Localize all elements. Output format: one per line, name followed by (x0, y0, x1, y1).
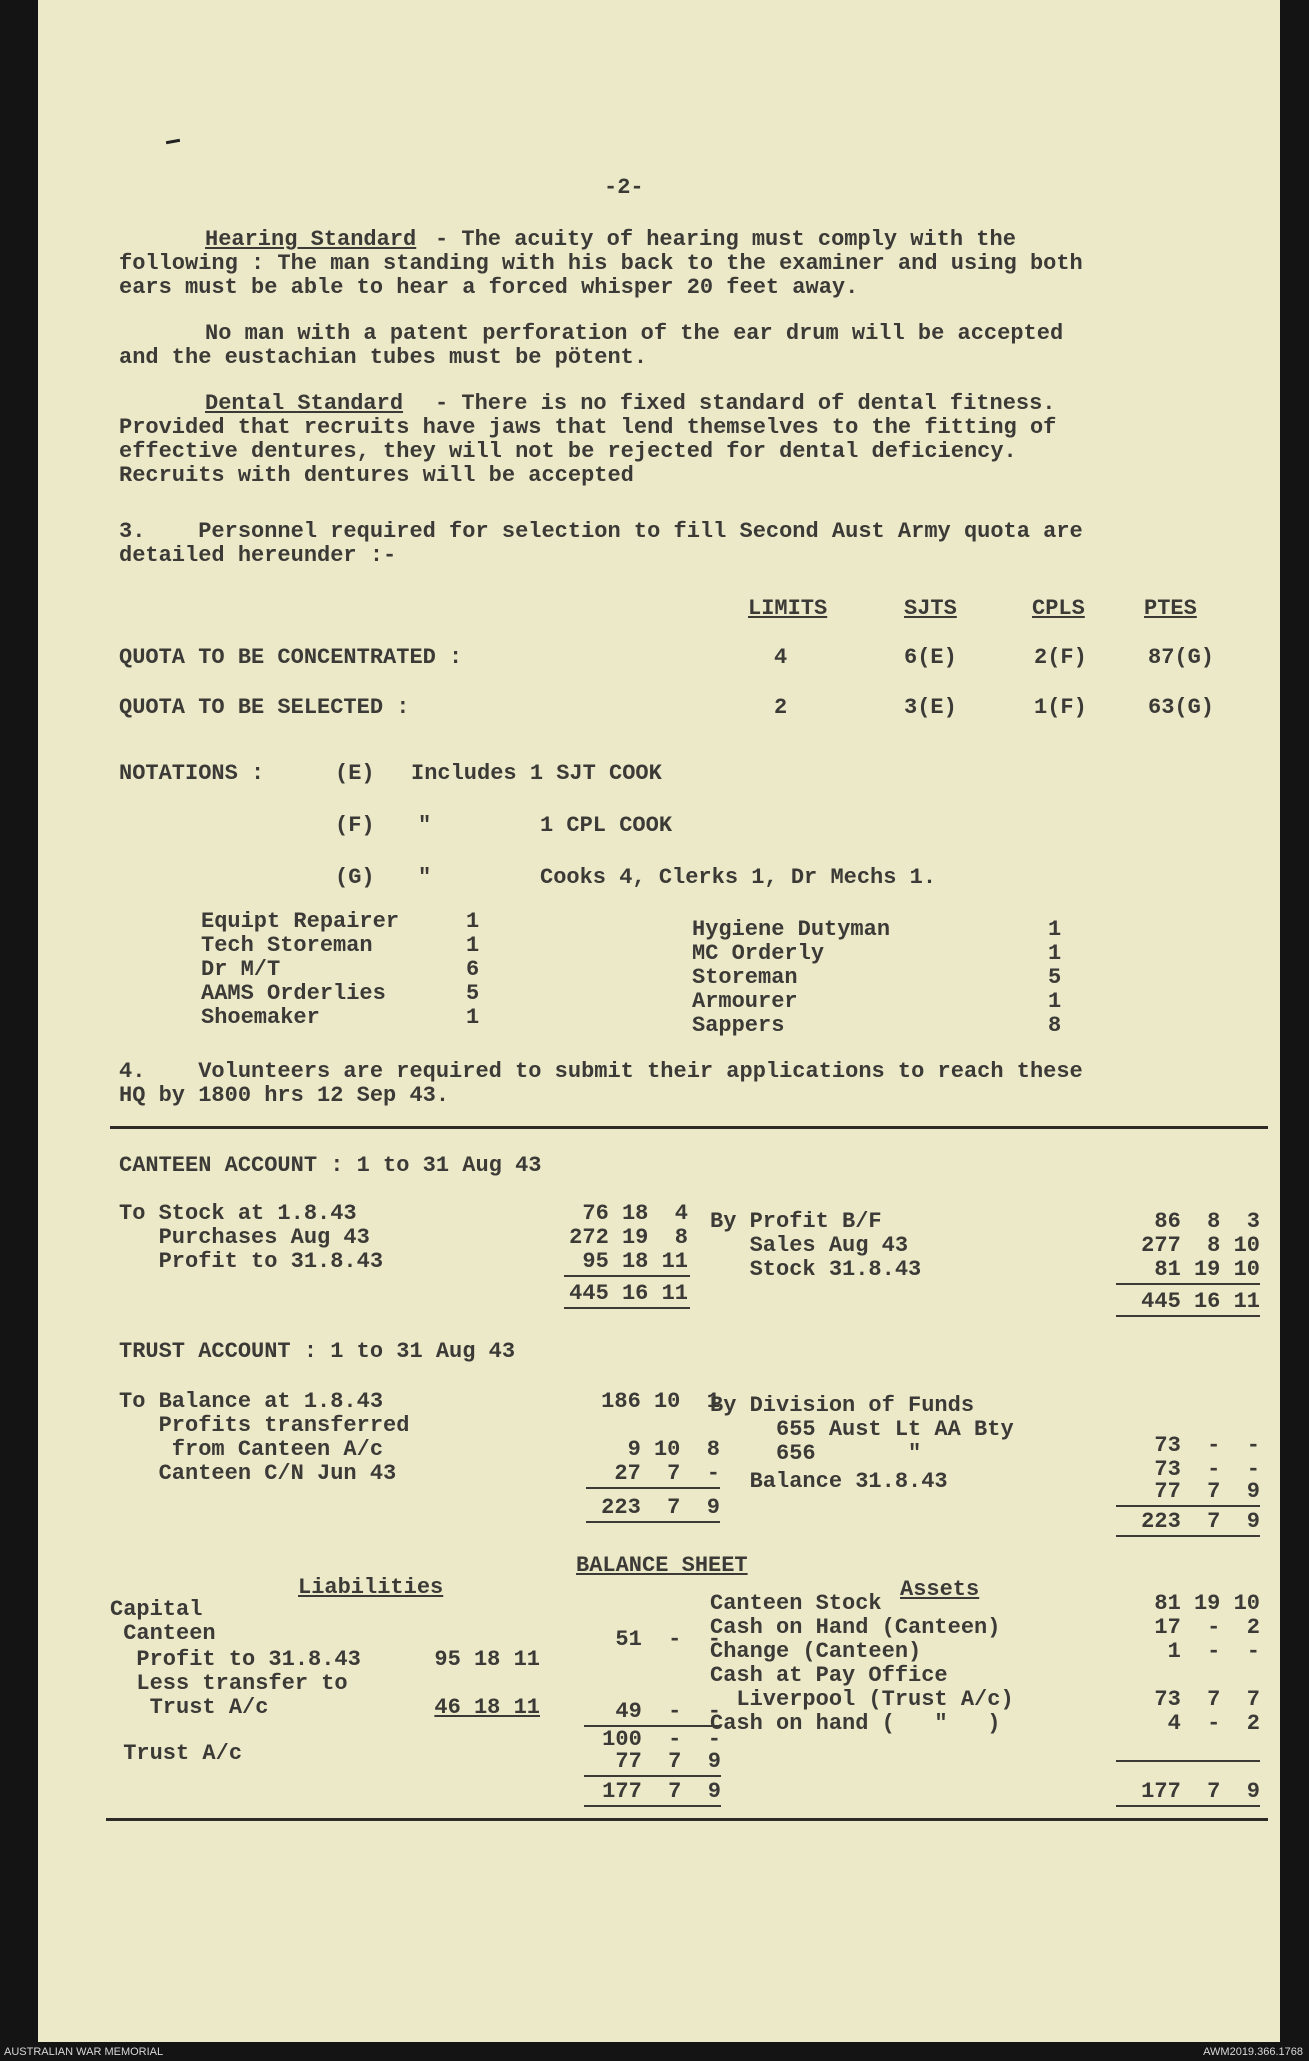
hearing-line-2: following : The man standing with his back to the examiner and using both (119, 251, 1083, 276)
trade-count: 5 (466, 981, 480, 1006)
trust-right-amount: 73 - - (1154, 1457, 1260, 1482)
liab-less-result: 49 - - (615, 1699, 721, 1724)
sum-rule (586, 1487, 720, 1489)
liab-canteen: Canteen (110, 1621, 216, 1646)
liab-trust-ac: Trust A/c (110, 1695, 269, 1720)
quota-header-sjts: SJTS (904, 596, 957, 621)
liabilities-heading: Liabilities (298, 1575, 444, 1600)
para4-line-1: 4. Volunteers are required to submit their applications to reach these (119, 1059, 1083, 1084)
trust-right-label: By Division of Funds (710, 1393, 975, 1418)
sum-rule (1116, 1283, 1260, 1285)
quota-cell: 87(G) (1148, 645, 1215, 670)
hearing-line-3: ears must be able to hear a forced whisper 20 feet away. (119, 275, 859, 300)
dental-line-2: Provided that recruits have jaws that lend themselves to the fitting of (119, 415, 1057, 440)
sum-rule (1116, 1760, 1260, 1762)
trade-count: 8 (1048, 1013, 1062, 1038)
canteen-left-label: Purchases Aug 43 (119, 1225, 370, 1250)
notation-text: 1 CPL COOK (540, 813, 673, 838)
canteen-left-amount: 272 19 8 (569, 1225, 688, 1250)
canteen-right-label: Stock 31.8.43 (710, 1257, 922, 1282)
balance-sheet-title: BALANCE SHEET (576, 1553, 748, 1578)
trust-left-label: Profits transferred (119, 1413, 410, 1438)
asset-amount: 81 19 10 (1154, 1591, 1260, 1616)
quota-row-label: QUOTA TO BE CONCENTRATED : (119, 645, 463, 670)
canteen-right-amount: 86 8 3 (1154, 1209, 1260, 1234)
notation-code: (E) (335, 761, 375, 786)
notations-label: NOTATIONS : (119, 761, 265, 786)
liab-trust: Trust A/c (110, 1741, 243, 1766)
para3-line-2: detailed hereunder :- (119, 543, 397, 568)
asset-label: Canteen Stock (710, 1591, 882, 1616)
dental-heading: Dental Standard (205, 391, 404, 416)
trade-count: 1 (466, 933, 480, 958)
trade-name: AAMS Orderlies (201, 981, 386, 1006)
trade-count: 6 (466, 957, 480, 982)
trade-name: Hygiene Dutyman (692, 917, 891, 942)
canteen-left-total: 445 16 11 (569, 1281, 688, 1306)
trade-name: Shoemaker (201, 1005, 320, 1030)
trade-count: 5 (1048, 965, 1062, 990)
quota-header-limits: LIMITS (748, 596, 828, 621)
quota-cell: 2 (774, 695, 788, 720)
footer-accession: AWM2019.366.1768 (1203, 2046, 1303, 2058)
assets-total: 177 7 9 (1141, 1779, 1260, 1804)
quota-cell: 6(E) (904, 645, 957, 670)
page-number: -2- (604, 175, 644, 200)
trade-name: Dr M/T (201, 957, 281, 982)
total-rule (564, 1307, 690, 1309)
liab-subtotal: 100 - - (602, 1727, 721, 1752)
dental-line-4: Recruits with dentures will be accepted (119, 463, 634, 488)
liab-total: 177 7 9 (602, 1779, 721, 1804)
trust-left-amount: 27 7 - (614, 1461, 720, 1486)
trade-name: Equipt Repairer (201, 909, 400, 934)
total-rule (1116, 1535, 1260, 1537)
canteen-title: CANTEEN ACCOUNT : 1 to 31 Aug 43 (119, 1153, 542, 1178)
total-rule (586, 1521, 720, 1523)
canteen-left-amount: 95 18 11 (582, 1249, 688, 1274)
divider (106, 1818, 1268, 1821)
notation-text: Cooks 4, Clerks 1, Dr Mechs 1. (540, 865, 937, 890)
trust-left-total: 223 7 9 (601, 1495, 720, 1520)
notation-text: Includes 1 SJT COOK (411, 761, 662, 786)
trust-title: TRUST ACCOUNT : 1 to 31 Aug 43 (119, 1339, 516, 1364)
asset-label: Cash on Hand (Canteen) (710, 1615, 1001, 1640)
canteen-left-label: To Stock at 1.8.43 (119, 1201, 357, 1226)
asset-label: Liverpool (Trust A/c) (710, 1687, 1014, 1712)
ear-line-1: No man with a patent perforation of the ear drum will be accepted (205, 321, 1064, 346)
trade-name: Tech Storeman (201, 933, 373, 958)
trade-name: Armourer (692, 989, 798, 1014)
trade-name: Sappers (692, 1013, 785, 1038)
para4-line-2: HQ by 1800 hrs 12 Sep 43. (119, 1083, 450, 1108)
trade-name: MC Orderly (692, 941, 825, 966)
dental-line-1: - There is no fixed standard of dental fitness. (435, 391, 1056, 416)
canteen-right-total: 445 16 11 (1141, 1289, 1260, 1314)
footer-credit: AUSTRALIAN WAR MEMORIAL (4, 2046, 164, 2058)
canteen-right-label: By Profit B/F (710, 1209, 882, 1234)
quota-cell: 2(F) (1034, 645, 1087, 670)
liab-capital: Capital (110, 1597, 203, 1622)
trust-left-label: from Canteen A/c (119, 1437, 384, 1462)
trust-left-label: To Balance at 1.8.43 (119, 1389, 384, 1414)
quota-cell: 1(F) (1034, 695, 1087, 720)
assets-heading: Assets (900, 1577, 980, 1602)
trust-left-amount: 9 10 8 (627, 1437, 720, 1462)
asset-amount: 4 - 2 (1167, 1711, 1260, 1736)
quota-cell: 4 (774, 645, 788, 670)
trade-count: 1 (1048, 941, 1062, 966)
notation-code: (G) (335, 865, 375, 890)
trust-right-amount: 77 7 9 (1154, 1479, 1260, 1504)
quota-row-label: QUOTA TO BE SELECTED : (119, 695, 410, 720)
trust-right-label: 656 " (710, 1441, 922, 1466)
liab-profit-amount: 95 18 11 (434, 1647, 540, 1672)
quota-header-ptes: PTES (1144, 596, 1197, 621)
notation-ditto: " (418, 813, 432, 838)
trade-name: Storeman (692, 965, 798, 990)
trade-count: 1 (466, 1005, 480, 1030)
trade-count: 1 (1048, 917, 1062, 942)
canteen-left-amount: 76 18 4 (582, 1201, 688, 1226)
total-rule (1116, 1315, 1260, 1317)
asset-amount: 73 7 7 (1154, 1687, 1260, 1712)
quota-cell: 3(E) (904, 695, 957, 720)
ear-line-2: and the eustachian tubes must be pötent. (119, 345, 648, 370)
sum-rule (584, 1775, 721, 1777)
quota-header-cpls: CPLS (1032, 596, 1085, 621)
canteen-right-amount: 277 8 10 (1141, 1233, 1260, 1258)
liab-less: Less transfer to (110, 1671, 348, 1696)
hearing-line-1: - The acuity of hearing must comply with the (435, 227, 1016, 252)
notation-code: (F) (335, 813, 375, 838)
total-rule (584, 1805, 721, 1807)
trust-right-label: 655 Aust Lt AA Bty (710, 1417, 1014, 1442)
hearing-heading: Hearing Standard (205, 227, 417, 252)
asset-label: Change (Canteen) (710, 1639, 922, 1664)
canteen-right-amount: 81 19 10 (1154, 1257, 1260, 1282)
total-rule (1116, 1805, 1260, 1807)
liab-less-amount: 46 18 11 (434, 1695, 540, 1720)
asset-label: Cash at Pay Office (710, 1663, 948, 1688)
liab-canteen-amount: 51 - - (615, 1627, 721, 1652)
document-page (38, 0, 1280, 2042)
trust-right-amount: 73 - - (1154, 1433, 1260, 1458)
asset-amount: 1 - - (1167, 1639, 1260, 1664)
trust-left-label: Canteen C/N Jun 43 (119, 1461, 397, 1486)
divider (110, 1126, 1268, 1129)
sum-rule (564, 1275, 690, 1277)
para3-line-1: 3. Personnel required for selection to fill Second Aust Army quota are (119, 519, 1083, 544)
trust-left-amount: 186 10 1 (601, 1389, 720, 1414)
liab-trust-amount: 77 7 9 (615, 1749, 721, 1774)
canteen-left-label: Profit to 31.8.43 (119, 1249, 384, 1274)
sum-rule (1116, 1505, 1260, 1507)
trade-count: 1 (466, 909, 480, 934)
trust-right-label: Balance 31.8.43 (710, 1469, 948, 1494)
liab-profit: Profit to 31.8.43 (110, 1647, 361, 1672)
notation-ditto: " (418, 865, 432, 890)
trade-count: 1 (1048, 989, 1062, 1014)
canteen-right-label: Sales Aug 43 (710, 1233, 909, 1258)
asset-label: Cash on hand ( " ) (710, 1711, 1001, 1736)
quota-cell: 63(G) (1148, 695, 1215, 720)
asset-amount: 17 - 2 (1154, 1615, 1260, 1640)
trust-right-total: 223 7 9 (1141, 1509, 1260, 1534)
dental-line-3: effective dentures, they will not be rejected for dental deficiency. (119, 439, 1017, 464)
